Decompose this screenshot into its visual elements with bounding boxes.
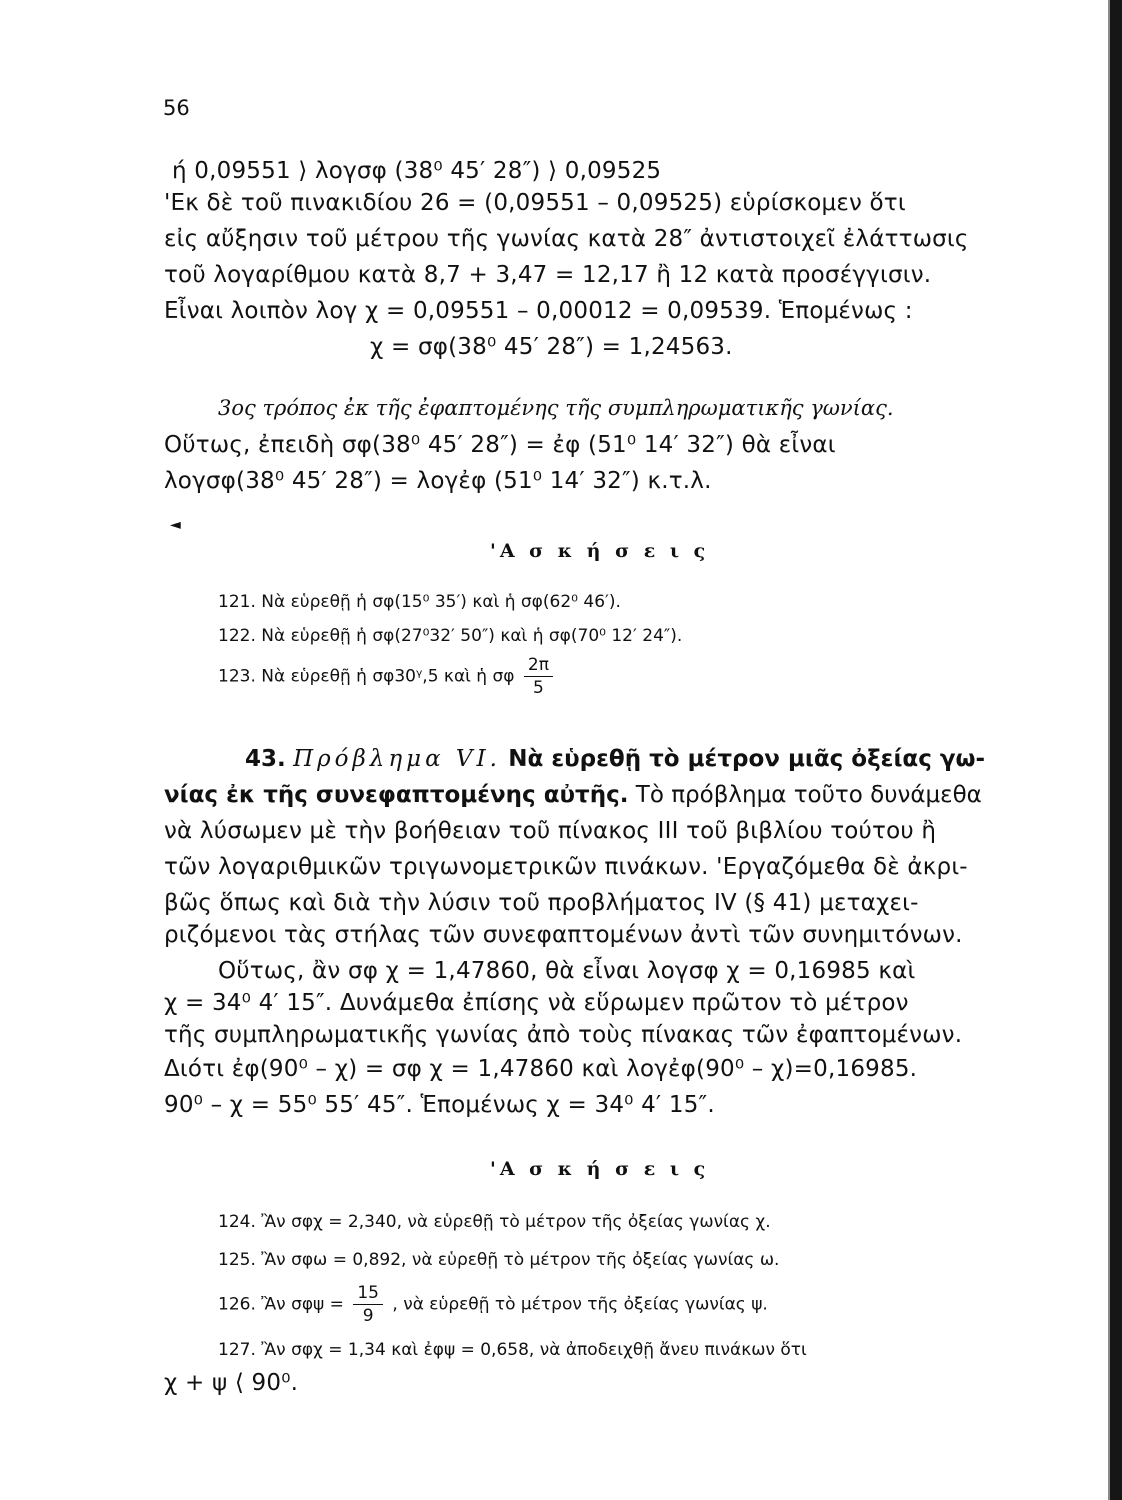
fraction: [353, 1282, 383, 1327]
exercise-126-text-end: , νὰ εὑρεθῇ τὸ μέτρον τῆς ὀξείας γωνίας ψ.: [392, 1294, 768, 1315]
text-line: ριζόμενοι τὰς στήλας τῶν συνεφαπτομένων ἀντὶ τῶν συνημιτόνων.: [164, 922, 963, 948]
text-line: νὰ λύσωμεν μὲ τὴν βοήθειαν τοῦ πίνακος ΙΙΙ τοῦ βιβλίου τούτου ἢ: [164, 818, 937, 844]
fraction-numerator: 15: [353, 1282, 383, 1305]
exercise-123-text: 123. Νὰ εὑρεθῇ ἡ σφ30ᵞ,5 καὶ ἡ σφ: [218, 666, 515, 687]
problem-label: Πρόβλημα VI.: [293, 746, 501, 772]
fraction-denominator: 9: [362, 1306, 374, 1326]
exercise-122: 122. Νὰ εὑρεθῇ ἡ σφ(27⁰32′ 50″) καὶ ἡ σφ(70⁰ 12′ 24″).: [218, 626, 683, 646]
exercise-126: [218, 1282, 768, 1327]
fraction-numerator: 2π: [524, 654, 553, 677]
text-line: τοῦ λογαρίθμου κατὰ 8,7 + 3,47 = 12,17 ἢ 12 κατὰ προσέγγισιν.: [164, 262, 932, 288]
text-line: λογσφ(38⁰ 45′ 28″) = λογἐφ (51⁰ 14′ 32″) κ.τ.λ.: [164, 468, 712, 494]
text-line: Οὕτως, ἐπειδὴ σφ(38⁰ 45′ 28″) = ἐφ (51⁰ 14′ 32″) θὰ εἶναι: [164, 432, 836, 458]
fraction: [524, 654, 553, 699]
equation-line: χ = σφ(38⁰ 45′ 28″) = 1,24563.: [370, 334, 733, 360]
text-line: βῶς ὅπως καὶ διὰ τὴν λύσιν τοῦ προβλήματος IV (§ 41) μεταχει-: [164, 890, 919, 916]
text-line: Οὕτως, ἂν σφ χ = 1,47860, θὰ εἶναι λογσφ χ = 0,16985 καὶ: [218, 958, 916, 984]
text-line: 90⁰ – χ = 55⁰ 55′ 45″. Ἑπομένως χ = 34⁰ 4′ 15″.: [164, 1092, 715, 1118]
exercise-123: [218, 654, 557, 699]
text-line: ή 0,09551 ⟩ λογσφ (38⁰ 45′ 28″) ⟩ 0,09525: [172, 158, 662, 184]
text-line: Διότι ἐφ(90⁰ – χ) = σφ χ = 1,47860 καὶ λογἐφ(90⁰ – χ)=0,16985.: [164, 1056, 918, 1082]
fraction-denominator: 5: [533, 678, 544, 698]
page-edge-line: [1108, 0, 1110, 1500]
exercise-127-cont: χ + ψ ⟨ 90⁰.: [164, 1370, 299, 1396]
exercise-126-text: 126. Ἂν σφψ =: [218, 1294, 344, 1315]
problem-statement: Νὰ εὑρεθῇ τὸ μέτρον μιᾶς ὀξείας γω-: [508, 746, 986, 772]
problem-line: [164, 782, 982, 808]
text-line: εἰς αὔξησιν τοῦ μέτρου τῆς γωνίας κατὰ 28″ ἀντιστοιχεῖ ἐλάττωσις: [164, 226, 969, 252]
exercise-121: 121. Νὰ εὑρεθῇ ἡ σφ(15⁰ 35′) καὶ ἡ σφ(62⁰ 46′).: [218, 592, 621, 612]
text-line: τῶν λογαριθμικῶν τριγωνομετρικῶν πινάκων. 'Εργαζόμεθα δὲ ἀκρι-: [164, 854, 968, 880]
problem-number: 43.: [245, 746, 286, 772]
method-title: 3ος τρόπος ἐκ τῆς ἐφαπτομένης τῆς συμπληρωματικῆς γωνίας.: [218, 396, 894, 420]
margin-mark: ◄: [170, 517, 181, 533]
text-line: χ = 34⁰ 4′ 15″. Δυνάμεθα ἐπίσης νὰ εὕρωμεν πρῶτον τὸ μέτρον: [164, 990, 909, 1016]
exercise-125: 125. Ἂν σφω = 0,892, νὰ εὑρεθῇ τὸ μέτρον τῆς ὀξείας γωνίας ω.: [218, 1250, 780, 1270]
problem-statement-cont: νίας ἐκ τῆς συνεφαπτομένης αὐτῆς.: [164, 782, 629, 808]
text-line: 'Εκ δὲ τοῦ πινακιδίου 26 = (0,09551 – 0,09525) εὑρίσκομεν ὅτι: [164, 190, 906, 216]
problem-title: [245, 746, 985, 772]
exercises-heading: 'Α σ κ ή σ ε ι ς: [490, 540, 710, 562]
page-edge-shadow: [1110, 0, 1122, 1500]
exercises-heading: 'Α σ κ ή σ ε ι ς: [490, 1158, 710, 1180]
text-line: Εἶναι λοιπὸν λογ χ = 0,09551 – 0,00012 = 0,09539. Ἑπομένως :: [164, 298, 913, 324]
problem-text: Τὸ πρόβλημα τοῦτο δυνάμεθα: [635, 782, 982, 808]
text-line: τῆς συμπληρωματικῆς γωνίας ἀπὸ τοὺς πίνακας τῶν ἐφαπτομένων.: [164, 1022, 963, 1048]
exercise-127: 127. Ἂν σφχ = 1,34 καὶ ἐφψ = 0,658, νὰ ἀποδειχθῇ ἄνευ πινάκων ὅτι: [218, 1340, 807, 1360]
page-number: 56: [163, 96, 190, 120]
exercise-124: 124. Ἂν σφχ = 2,340, νὰ εὑρεθῇ τὸ μέτρον τῆς ὀξείας γωνίας χ.: [218, 1212, 771, 1232]
